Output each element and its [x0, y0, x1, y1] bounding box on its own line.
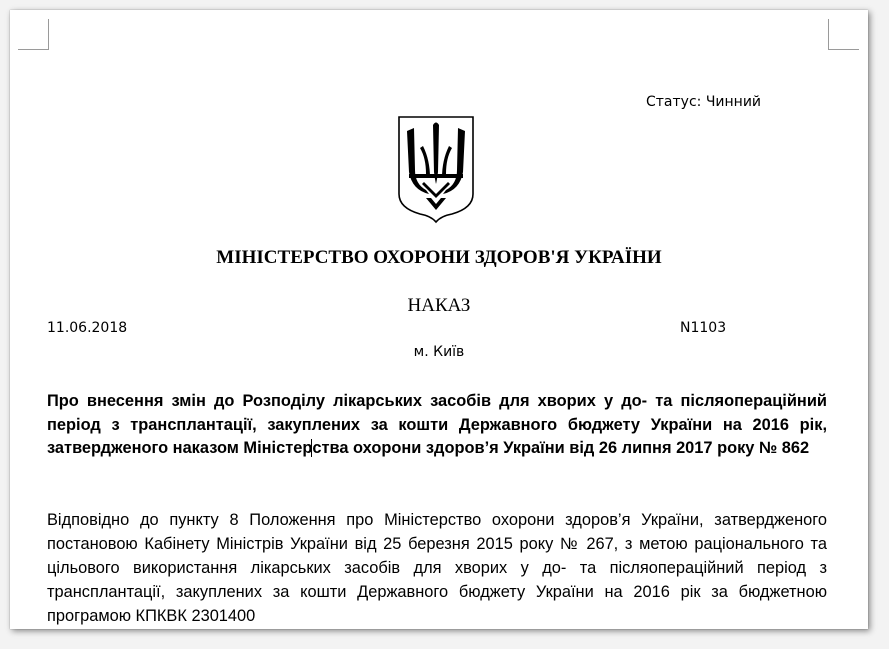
heading-text-start: Про внесення змін до Розподілу лікарських засобів для хворих у до- та післяопераційний період з трансплантації, закуплених за кошти Державного бюджету України на 2016 рік, затвердженого наказом Міністер [47, 392, 827, 457]
heading-text-end: ства охорони здоров’я України від 26 липня 2017 року № 862 [312, 439, 810, 457]
status-label: Статус: Чинний [646, 94, 762, 110]
crop-mark-top-left [18, 19, 49, 50]
ministry-name: МІНІСТЕРСТВО ОХОРОНИ ЗДОРОВ'Я УКРАЇНИ [216, 247, 662, 268]
order-title: НАКАЗ [407, 295, 471, 316]
order-date: 11.06.2018 [47, 320, 128, 336]
document-heading[interactable] [47, 390, 827, 461]
trident-coat-of-arms-icon [396, 114, 476, 224]
document-page [10, 10, 868, 629]
crop-mark-top-right [828, 19, 859, 50]
document-body-paragraph[interactable]: Відповідно до пункту 8 Положення про Міністерство охорони здоров’я України, затвердженого постановою Кабінету Міністрів України від 25 березня 2015 року № 267, з метою раціонального та цільового використання лікарських засобів для хворих у до- та післяопераційний період з трансплантації, закуплених за кошти Державного бюджету України на 2016 рік за бюджетною програмою КПКВК 2301400 [47, 511, 827, 625]
order-city: м. Київ [413, 344, 465, 360]
order-number: N1103 [680, 320, 727, 336]
